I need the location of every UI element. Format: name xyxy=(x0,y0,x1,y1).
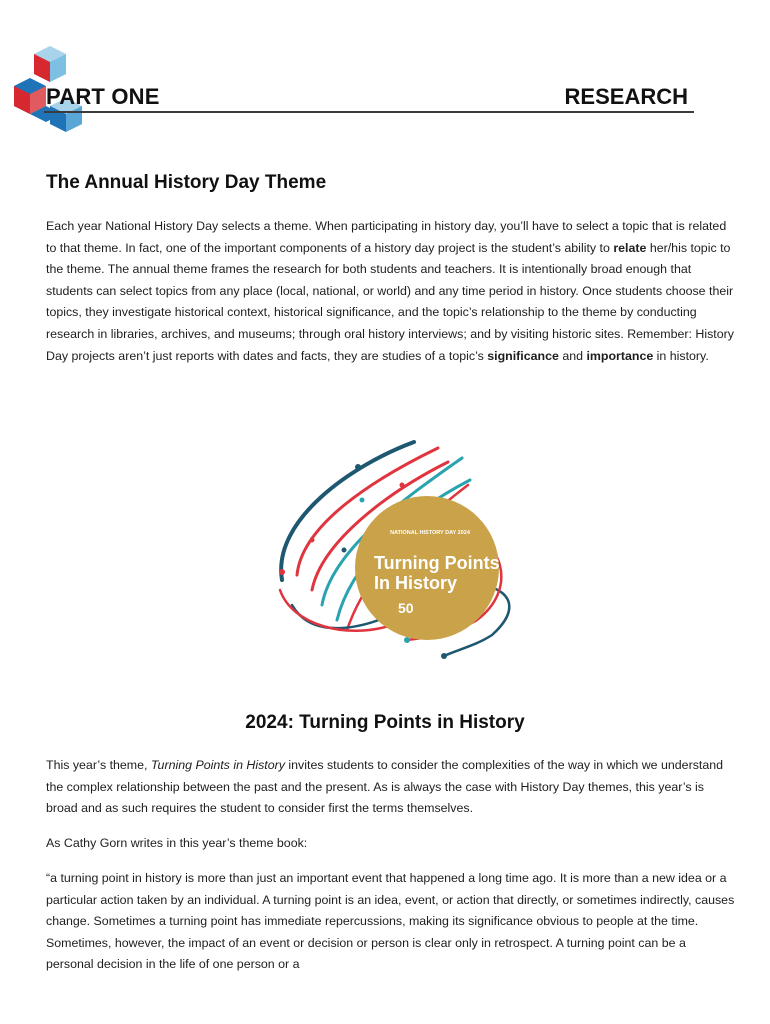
theme-logo-caption: NATIONAL HISTORY DAY 2024 xyxy=(390,530,470,536)
turning-points-theme-logo xyxy=(252,430,530,666)
emphasis-significance: significance xyxy=(487,348,559,363)
emphasis-theme-name: Turning Points in History xyxy=(150,758,285,772)
paragraph-annual-theme: Each year National History Day selects a theme. When participating in history day, you’ll have to select a topic that is related to that theme. In fact, one of the important components of a history day project is the student’s ability to relate her/his topic to the theme. The annual theme frames the research for both students and teachers. It is intentionally broad enough that students can select topics from any place (local, national, or world) and any time period in history. Once students choose their topics, they investigate historical context, historical significance, and the topic’s relationship to the theme by conducting research in libraries, archives, and museums; through oral history interviews; and by visiting historic sites. Remember: History Day projects aren’t just reports with dates and facts, they are studies of a topic’s significance and importance in history. xyxy=(46,219,734,363)
paragraph-gorn-quote: “a turning point in history is more than just an important event that happened a long time ago. It is more than a new idea or a particular action taken by an individual. A turning point is an idea, event, or action that directly, or sometimes indirectly, causes change. Sometimes a turning point has immediate repercussions, making its significance obvious to people at the time. Sometimes, however, the impact of an event or decision or person is clear only in retrospect. A turning point can be a personal decision in the life of one person or a xyxy=(46,871,735,972)
section-title-turning-points: 2024: Turning Points in History xyxy=(245,712,525,733)
theme-logo-line2: In History xyxy=(374,573,458,593)
emphasis-relate: relate xyxy=(613,240,647,255)
header-section-label: RESEARCH xyxy=(564,84,688,109)
paragraph-theme-intro: This year’s theme, Turning Points in History invites students to consider the complexities of the way in which we understand the complex relationship between the past and the present. As is always the case with History Day themes, this year’s is broad and as such requires the student to consider first the terms themselves. xyxy=(46,758,724,816)
theme-logo-line1: Turning Points xyxy=(374,553,500,573)
section-title-annual-theme: The Annual History Day Theme xyxy=(46,172,327,193)
emphasis-importance: importance xyxy=(586,348,654,363)
theme-logo-badge: 50 xyxy=(398,600,414,616)
paragraph-gorn-intro: As Cathy Gorn writes in this year’s theme book: xyxy=(46,836,308,850)
header-part-label: PART ONE xyxy=(46,84,160,109)
header-divider xyxy=(44,111,694,113)
